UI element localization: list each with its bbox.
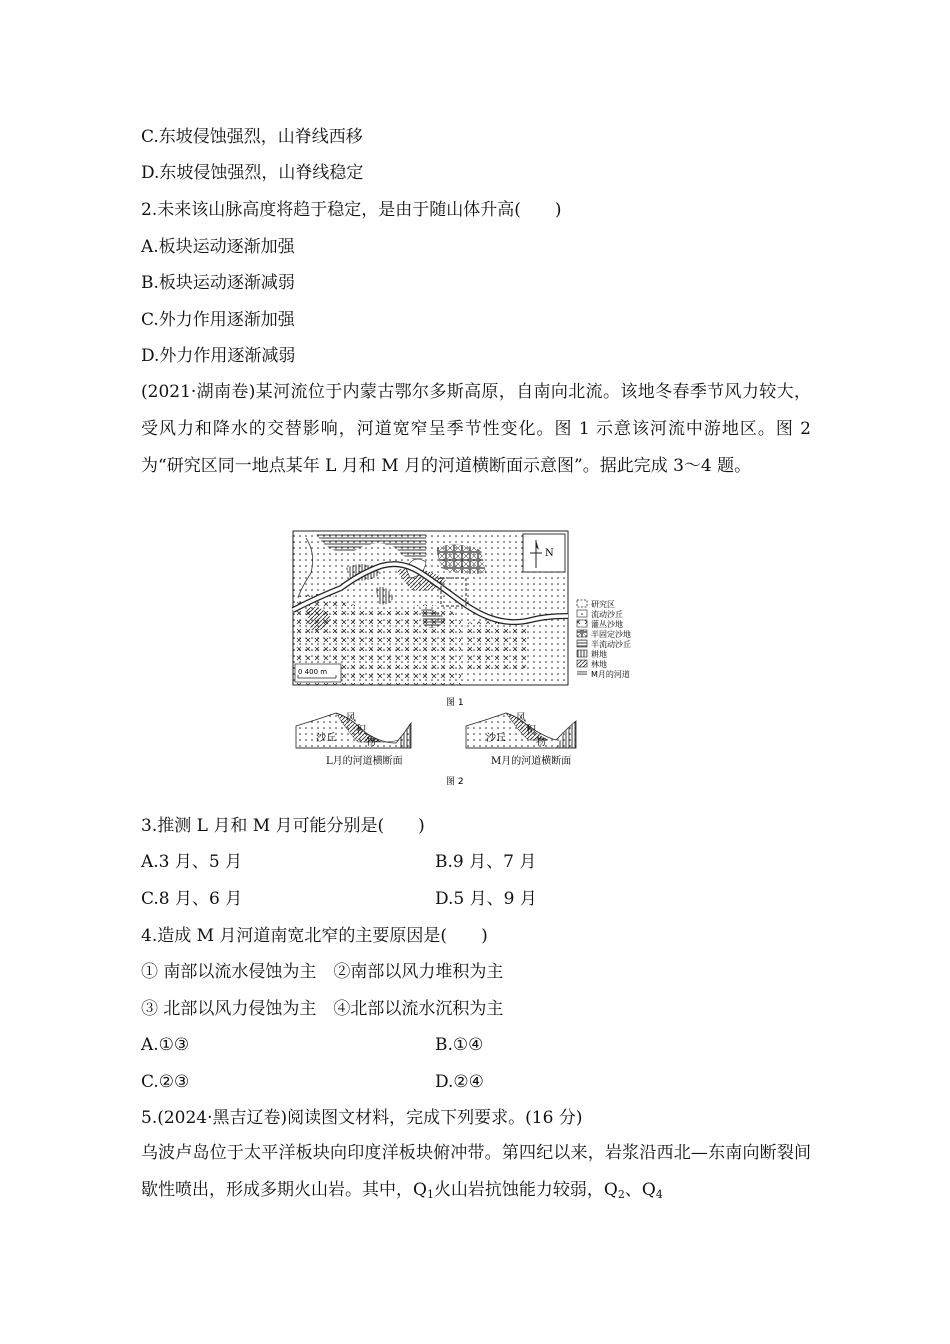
m-wind-label-1: 风 — [516, 713, 526, 724]
legend-m-channel: M月的河道 — [591, 670, 630, 679]
question-2-stem: 2.未来该山脉高度将趋于稳定，是由于随山体升高( ) — [141, 200, 562, 220]
m-caption: M月的河道横断面 — [491, 756, 572, 767]
legend-semi-fixed: 半固定沙地 — [591, 630, 631, 639]
l-wind-label-3: 物 — [366, 737, 376, 748]
option-2b: B.板块运动逐渐减弱 — [141, 273, 295, 293]
l-caption: L月的河道横断面 — [326, 756, 403, 767]
m-wind-label-3: 物 — [536, 737, 546, 748]
statements-1-2: ① 南部以流水侵蚀为主 ②南部以风力堆积为主 — [141, 962, 504, 982]
fig2-caption: 图 2 — [446, 777, 464, 787]
q5-text-3: 、Q — [624, 1180, 656, 1200]
option-4c: C.②③ — [141, 1072, 190, 1092]
option-3b: B.9 月、7 月 — [435, 852, 537, 872]
question-3-stem: 3.推测 L 月和 M 月可能分别是( ) — [141, 816, 425, 836]
question-5-material — [141, 1135, 811, 1213]
cross-section-m — [466, 712, 576, 767]
option-2d: D.外力作用逐渐减弱 — [141, 346, 296, 366]
l-dune-label: 沙丘 — [316, 733, 336, 744]
m-wind-label-2: 积 — [526, 725, 536, 736]
option-2c: C.外力作用逐渐加强 — [141, 310, 295, 330]
legend-shrub-sand: 灌丛沙地 — [591, 620, 623, 629]
l-wind-label-1: 风 — [346, 713, 356, 724]
l-wind-label-2: 积 — [356, 725, 366, 736]
m-dune-label: 沙丘 — [486, 733, 506, 744]
option-4b: B.①④ — [435, 1035, 484, 1055]
option-1c: C.东坡侵蚀强烈，山脊线西移 — [141, 127, 363, 147]
option-4d: D.②④ — [435, 1072, 484, 1092]
q5-text-1: 乌波卢岛位于太平洋板块向印度洋板块俯冲带。第四纪以来，岩浆沿西北—东南向断裂间歇性喷出，形成多期火山岩。其中，Q — [141, 1143, 811, 1200]
scale-label: 0 400 m — [298, 668, 328, 676]
q5-sub-2: 2 — [617, 1188, 625, 1201]
legend-farmland: 耕地 — [591, 650, 607, 659]
north-label: N — [545, 548, 554, 559]
legend-forest: 林地 — [591, 660, 607, 669]
statements-3-4: ③ 北部以风力侵蚀为主 ④北部以流水沉积为主 — [141, 999, 504, 1019]
option-1d: D.东坡侵蚀强烈，山脊线稳定 — [141, 163, 364, 183]
legend-study-area: 研究区 — [591, 600, 615, 609]
option-2a: A.板块运动逐渐加强 — [141, 237, 295, 257]
fig1-caption: 图 1 — [446, 698, 464, 708]
question-4-stem: 4.造成 M 月河道南宽北窄的主要原因是( ) — [141, 926, 488, 946]
cross-section-l — [296, 712, 411, 767]
material-intro: (2021·湖南卷)某河流位于内蒙古鄂尔多斯高原，自南向北流。该地冬春季节风力较大，受风力和降水的交替影响，河道宽窄呈季节性变化。图 1 示意该河流中游地区。图 2 为“研究区同一地点某年 L 月和 M 月的河道横断面示意图”。据此完成 3～4 题。 — [141, 382, 811, 476]
q5-sub-4: 4 — [655, 1188, 663, 1201]
figure-map-and-cross-sections — [286, 528, 666, 798]
option-4a: A.①③ — [141, 1035, 190, 1055]
option-3d: D.5 月、9 月 — [435, 889, 537, 909]
q5-sub-1: 1 — [426, 1188, 434, 1201]
option-3a: A.3 月、5 月 — [141, 852, 243, 872]
option-3c: C.8 月、6 月 — [141, 889, 243, 909]
legend-mobile-dune: 流动沙丘 — [591, 610, 623, 619]
q5-text-2: 火山岩抗蚀能力较弱，Q — [433, 1180, 618, 1200]
legend-semi-mobile: 半流动沙丘 — [591, 640, 631, 649]
question-5-stem: 5.(2024·黑吉辽卷)阅读图文材料，完成下列要求。(16 分) — [141, 1108, 583, 1128]
